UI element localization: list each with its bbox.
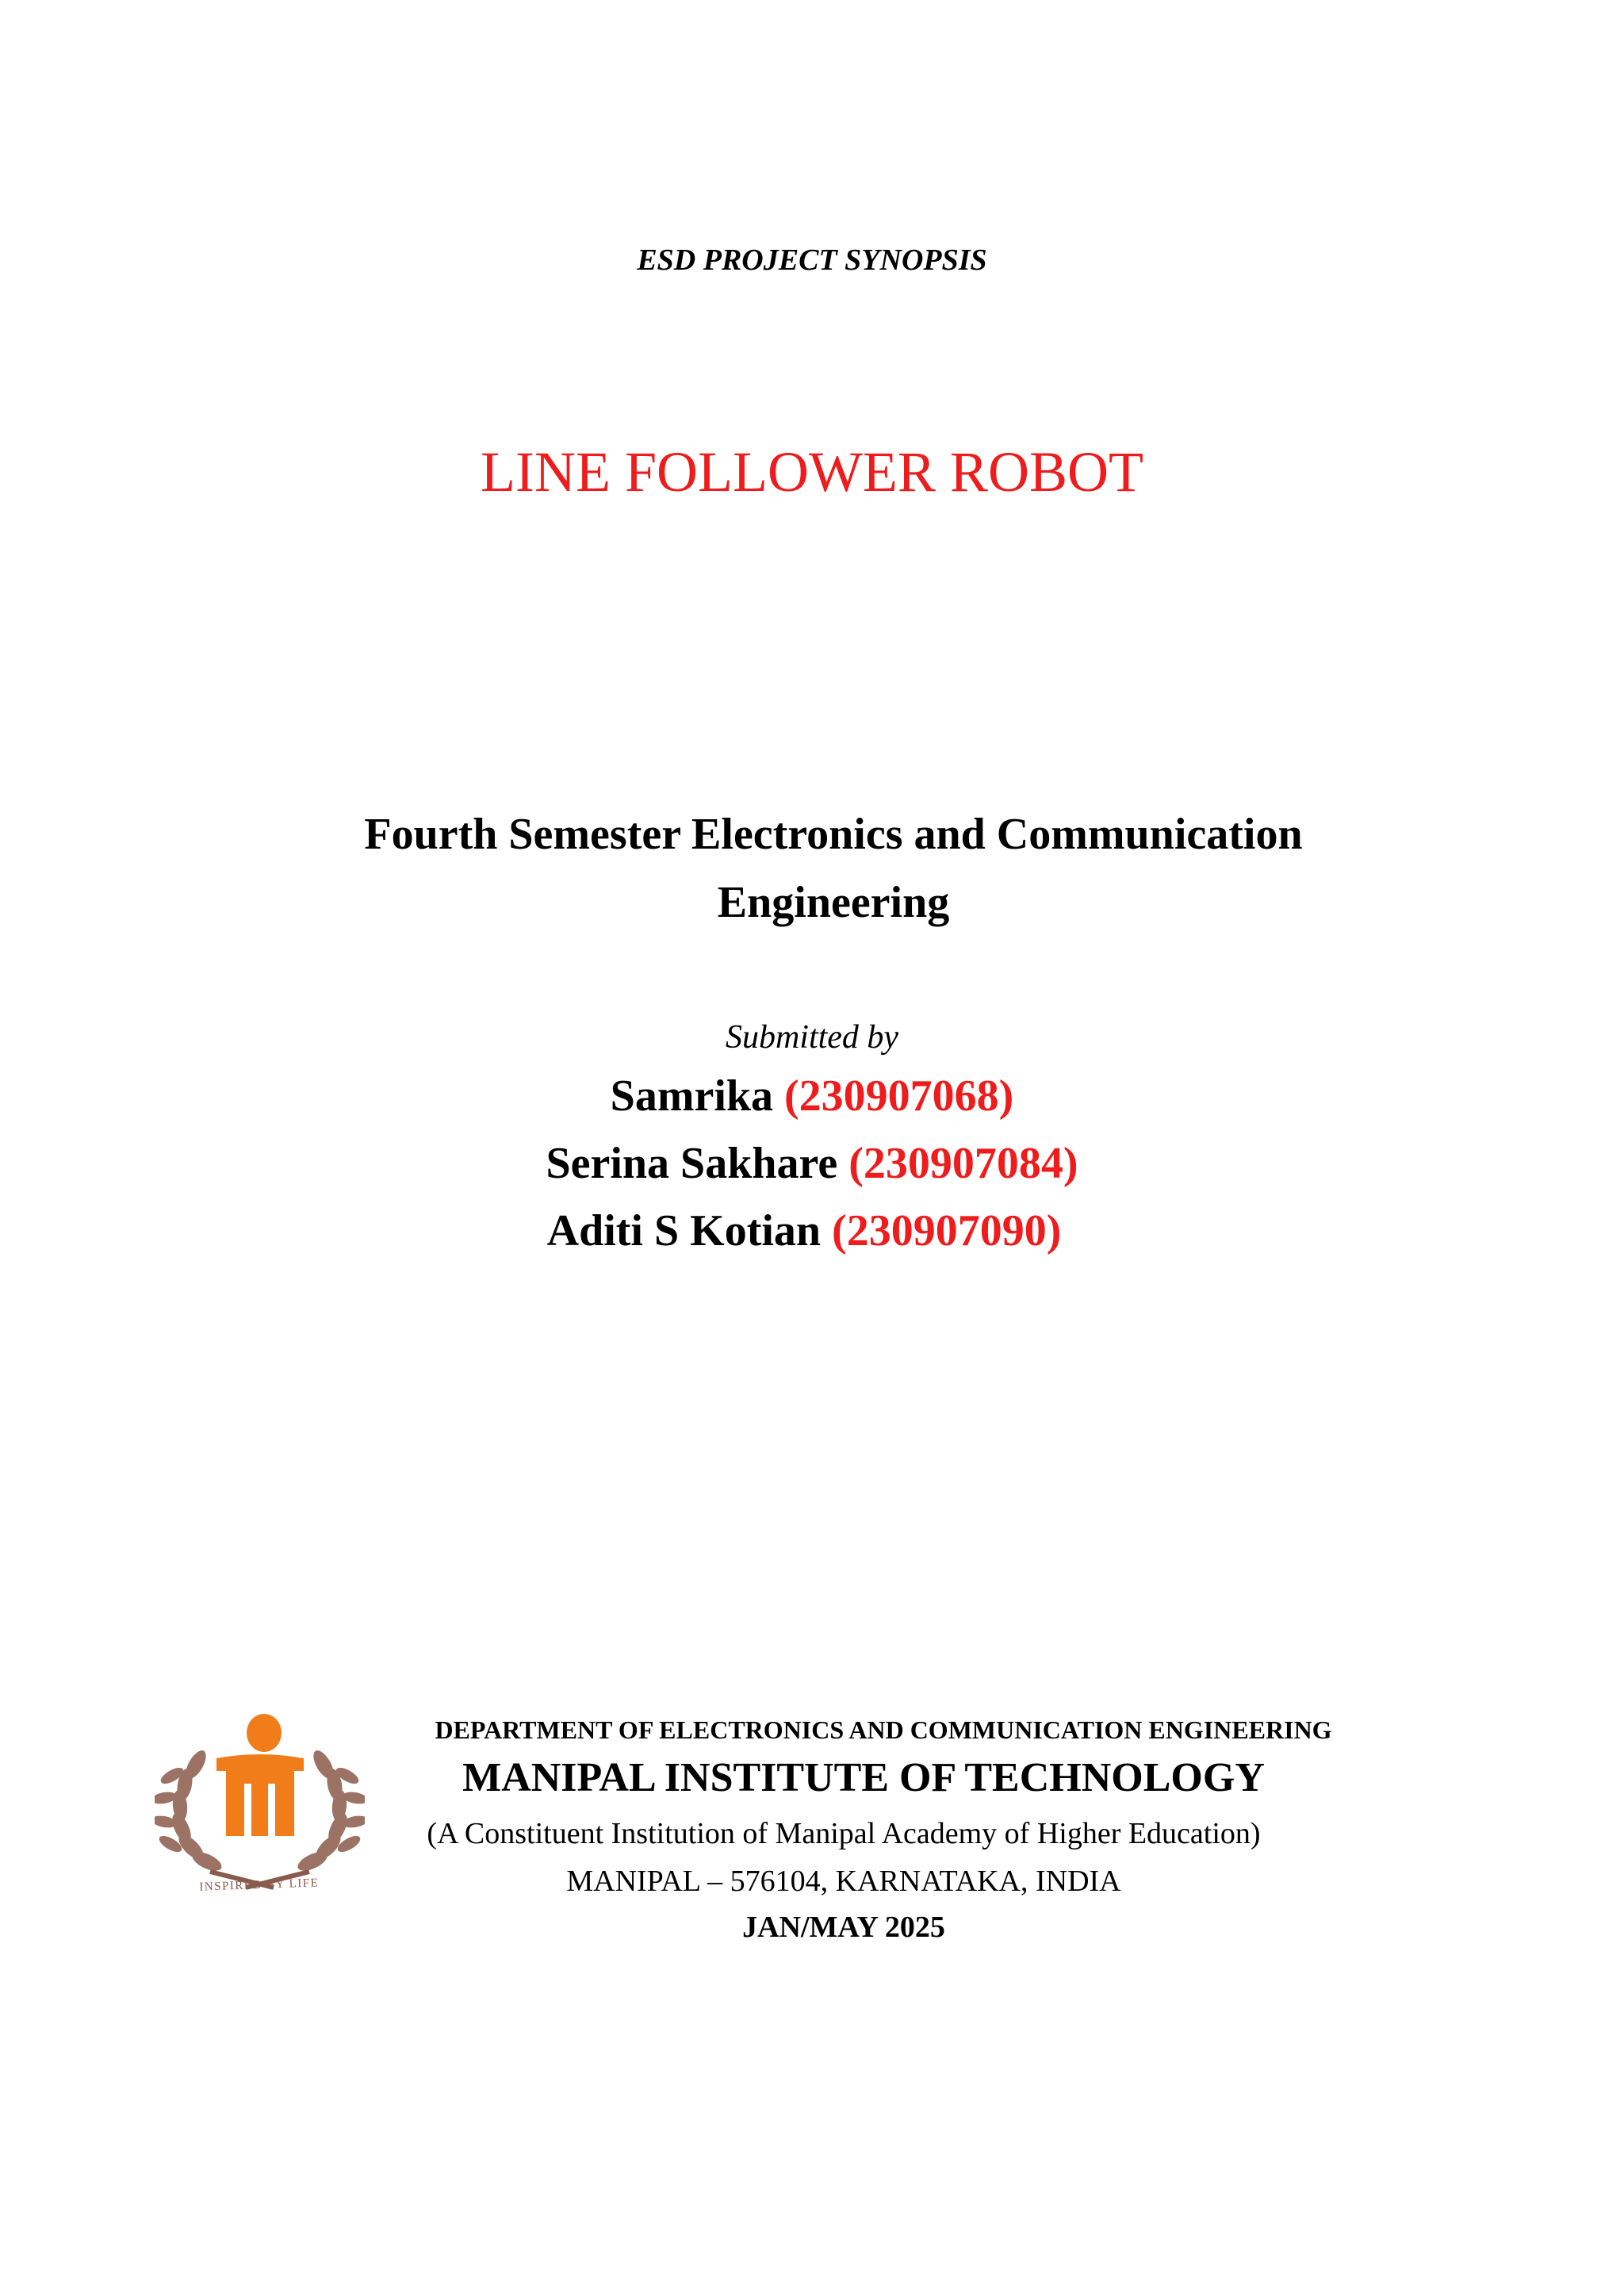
subtitle-line-2: Engineering [717,878,950,927]
subtitle-line-1: Fourth Semester Electronics and Communication [364,810,1303,859]
author-registration: (230907068) [784,1071,1014,1121]
author-3 [0,1205,1616,1256]
author-registration: (230907084) [848,1139,1078,1188]
author-name: Aditi S Kotian [546,1206,833,1255]
author-2 [0,1138,1624,1189]
author-name: Serina Sakhare [546,1139,849,1188]
department-name: DEPARTMENT OF ELECTRONICS AND COMMUNICATION ENGINEERING [435,1715,1332,1744]
institute-address: MANIPAL – 576104, KARNATAKA, INDIA [566,1865,1121,1898]
author-registration: (230907090) [832,1206,1062,1255]
author-1 [0,1071,1624,1121]
submission-date: JAN/MAY 2025 [742,1911,945,1944]
submitted-by-label: Submitted by [725,1019,899,1056]
logo-motto: INSPIRED BY LIFE [199,1876,320,1894]
institute-name: MANIPAL INSTITUTE OF TECHNOLOGY [462,1755,1265,1800]
project-title: LINE FOLLOWER ROBOT [481,440,1143,504]
author-name: Samrika [610,1071,785,1121]
constituent-note: (A Constituent Institution of Manipal Academy of Higher Education) [427,1817,1261,1850]
synopsis-label: ESD PROJECT SYNOPSIS [637,243,987,277]
